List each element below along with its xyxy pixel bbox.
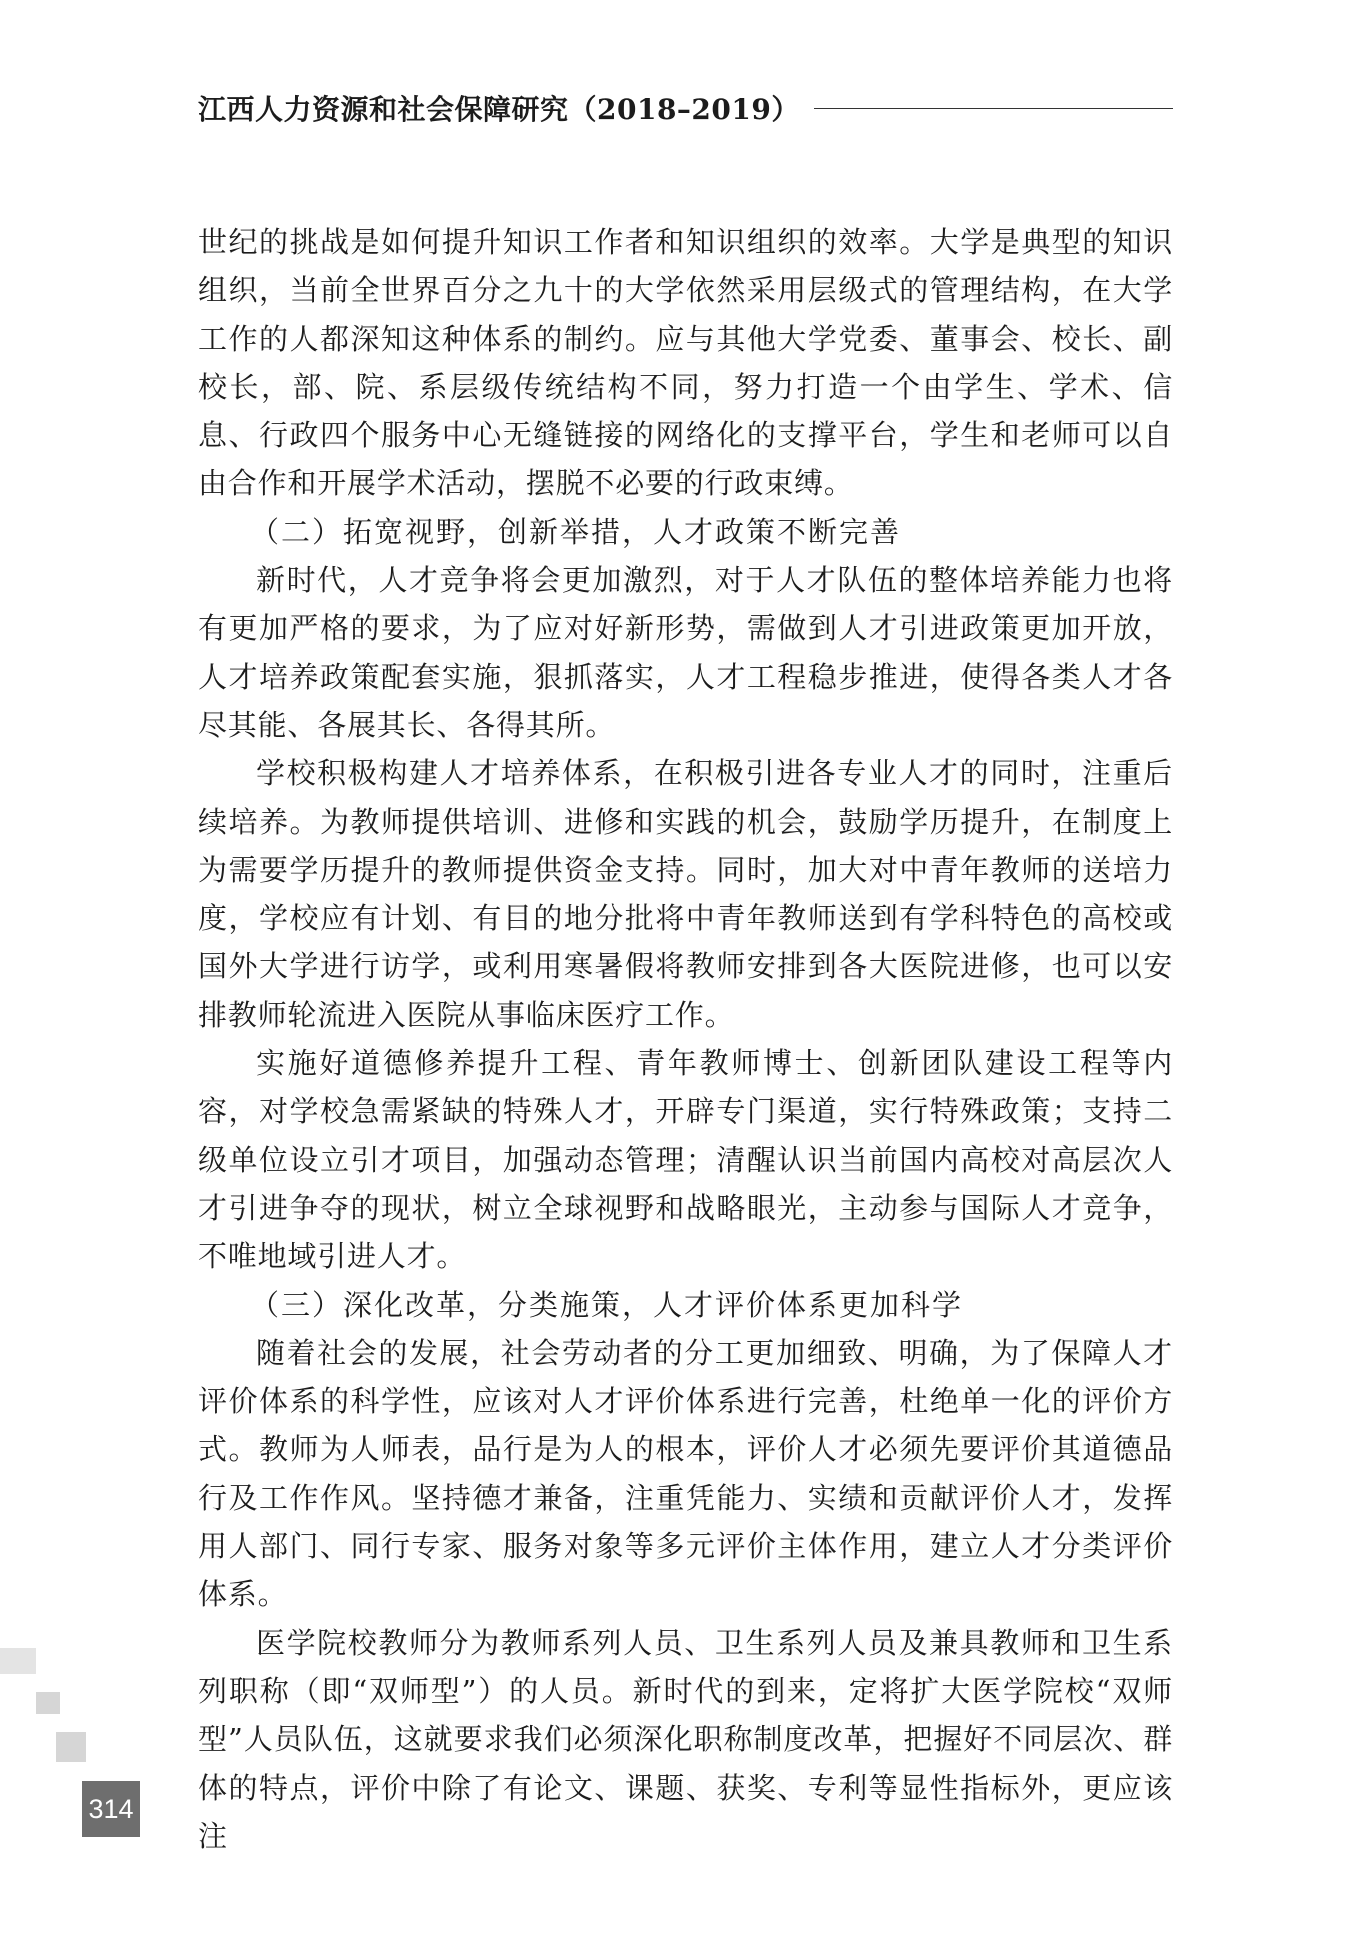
paragraph: 新时代，人才竞争将会更加激烈，对于人才队伍的整体培养能力也将有更加严格的要求，为了应对好新形势，需做到人才引进政策更加开放，人才培养政策配套实施，狠抓落实，人才工程稳步推进，使得各类人才各尽其能、各展其长、各得其所。 xyxy=(198,563,1173,742)
running-title: 江西人力资源和社会保障研究（2018–2019） xyxy=(198,93,800,126)
running-header xyxy=(198,88,1173,128)
paragraph: 医学院校教师分为教师系列人员、卫生系列人员及兼具教师和卫生系列职称（即“双师型”）的人员。新时代的到来，定将扩大医学院校“双师型”人员队伍，这就要求我们必须深化职称制度改革，把握好不同层次、群体的特点，评价中除了有论文、课题、获奖、专利等显性指标外，更应该注 xyxy=(198,1625,1173,1853)
header-rule xyxy=(814,108,1173,109)
decorative-block xyxy=(36,1692,60,1714)
section-heading-2: （二）拓宽视野，创新举措，人才政策不断完善 xyxy=(250,514,902,549)
paragraph: 学校积极构建人才培养体系，在积极引进各专业人才的同时，注重后续培养。为教师提供培训、进修和实践的机会，鼓励学历提升，在制度上为需要学历提升的教师提供资金支持。同时，加大对中青年教师的送培力度，学校应有计划、有目的地分批将中青年教师送到有学科特色的高校或国外大学进行访学，或利用寒暑假将教师安排到各大医院进修，也可以安排教师轮流进入医院从事临床医疗工作。 xyxy=(198,756,1173,1032)
section-heading-3: （三）深化改革，分类施策，人才评价体系更加科学 xyxy=(250,1287,964,1322)
paragraph: 实施好道德修养提升工程、青年教师博士、创新团队建设工程等内容，对学校急需紧缺的特殊人才，开辟专门渠道，实行特殊政策；支持二级单位设立引才项目，加强动态管理；清醒认识当前国内高校对高层次人才引进争夺的现状，树立全球视野和战略眼光，主动参与国际人才竞争，不唯地域引进人才。 xyxy=(198,1046,1173,1274)
decorative-block xyxy=(0,1648,36,1674)
decorative-block xyxy=(56,1732,86,1762)
paragraph-continued: 世纪的挑战是如何提升知识工作者和知识组织的效率。大学是典型的知识组织，当前全世界百分之九十的大学依然采用层级式的管理结构，在大学工作的人都深知这种体系的制约。应与其他大学党委、董事会、校长、副校长，部、院、系层级传统结构不同，努力打造一个由学生、学术、信息、行政四个服务中心无缝链接的网络化的支撑平台，学生和老师可以自由合作和开展学术活动，摆脱不必要的行政束缚。 xyxy=(198,225,1173,501)
paragraph: 随着社会的发展，社会劳动者的分工更加细致、明确，为了保障人才评价体系的科学性，应该对人才评价体系进行完善，杜绝单一化的评价方式。教师为人师表，品行是为人的根本，评价人才必须先要评价其道德品行及工作作风。坚持德才兼备，注重凭能力、实绩和贡献评价人才，发挥用人部门、同行专家、服务对象等多元评价主体作用，建立人才分类评价体系。 xyxy=(198,1335,1173,1612)
page-number: 314 xyxy=(82,1781,140,1837)
body-text xyxy=(198,218,1173,1860)
